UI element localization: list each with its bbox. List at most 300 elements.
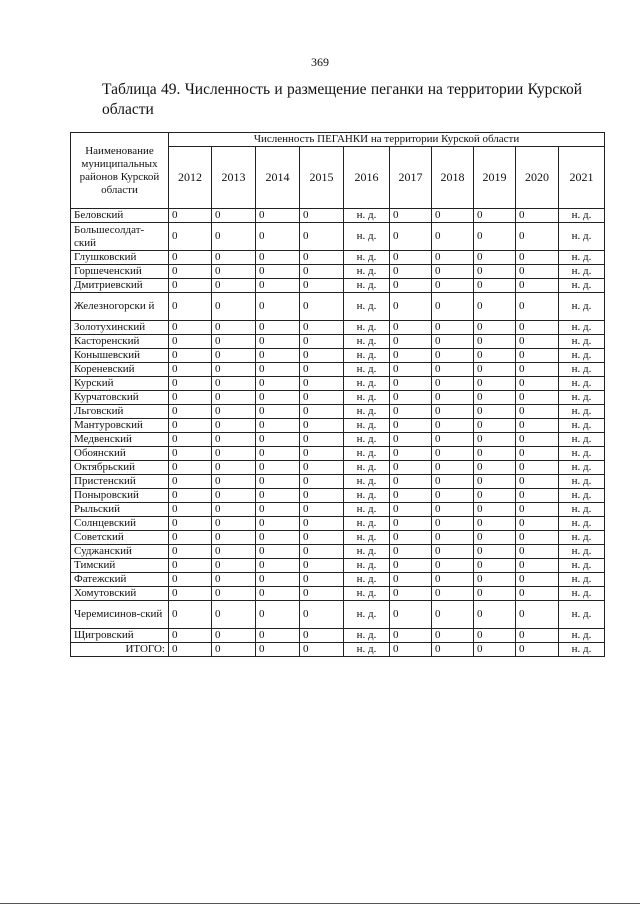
value-cell: 0 <box>390 405 432 419</box>
value-cell: н. д. <box>559 447 605 461</box>
value-cell: 0 <box>474 461 516 475</box>
value-cell: 0 <box>432 377 474 391</box>
table-row <box>71 251 605 265</box>
value-cell: 0 <box>212 349 256 363</box>
value-cell: 0 <box>300 517 344 531</box>
value-cell: 0 <box>516 265 559 279</box>
value-cell: 0 <box>390 209 432 223</box>
value-cell: 0 <box>390 559 432 573</box>
value-cell: 0 <box>212 293 256 321</box>
value-cell: 0 <box>256 503 300 517</box>
value-cell: 0 <box>212 251 256 265</box>
value-cell: н. д. <box>344 349 390 363</box>
value-cell: 0 <box>169 447 212 461</box>
value-cell: 0 <box>300 643 344 657</box>
value-cell: 0 <box>474 377 516 391</box>
value-cell: н. д. <box>559 587 605 601</box>
table-row <box>71 601 605 629</box>
value-cell: 0 <box>169 349 212 363</box>
value-cell: 0 <box>300 573 344 587</box>
table-row <box>71 279 605 293</box>
value-cell: 0 <box>300 601 344 629</box>
district-name: Горшеченский <box>71 265 169 279</box>
value-cell: 0 <box>390 587 432 601</box>
value-cell: 0 <box>300 265 344 279</box>
value-cell: 0 <box>390 475 432 489</box>
value-cell: 0 <box>474 517 516 531</box>
column-group-header: Численность ПЕГАНКИ на территории Курской области <box>169 133 605 147</box>
district-name: Кореневский <box>71 363 169 377</box>
district-name: Льговский <box>71 405 169 419</box>
value-cell: н. д. <box>559 475 605 489</box>
value-cell: 0 <box>474 251 516 265</box>
value-cell: 0 <box>390 629 432 643</box>
value-cell: 0 <box>516 489 559 503</box>
value-cell: 0 <box>300 447 344 461</box>
value-cell: 0 <box>300 475 344 489</box>
column-header-name: Наименование муниципальных районов Курской области <box>71 133 169 209</box>
value-cell: н. д. <box>344 377 390 391</box>
value-cell: 0 <box>432 265 474 279</box>
value-cell: 0 <box>212 573 256 587</box>
table-row <box>71 475 605 489</box>
value-cell: н. д. <box>344 433 390 447</box>
table-row <box>71 377 605 391</box>
value-cell: 0 <box>516 517 559 531</box>
district-name: Солнцевский <box>71 517 169 531</box>
district-name: Обоянский <box>71 447 169 461</box>
value-cell: 0 <box>432 531 474 545</box>
value-cell: 0 <box>300 349 344 363</box>
value-cell: н. д. <box>559 601 605 629</box>
value-cell: 0 <box>256 405 300 419</box>
value-cell: 0 <box>474 503 516 517</box>
value-cell: н. д. <box>559 363 605 377</box>
value-cell: 0 <box>256 377 300 391</box>
value-cell: 0 <box>212 489 256 503</box>
value-cell: 0 <box>474 475 516 489</box>
table-head <box>71 133 605 209</box>
value-cell: 0 <box>474 531 516 545</box>
value-cell: 0 <box>474 293 516 321</box>
value-cell: н. д. <box>344 391 390 405</box>
value-cell: н. д. <box>344 573 390 587</box>
value-cell: 0 <box>432 587 474 601</box>
value-cell: 0 <box>256 643 300 657</box>
value-cell: 0 <box>390 643 432 657</box>
value-cell: 0 <box>474 405 516 419</box>
value-cell: 0 <box>169 251 212 265</box>
value-cell: 0 <box>212 209 256 223</box>
district-name: Курский <box>71 377 169 391</box>
value-cell: 0 <box>390 363 432 377</box>
value-cell: 0 <box>169 531 212 545</box>
district-name: Касторенский <box>71 335 169 349</box>
district-name: Октябрьский <box>71 461 169 475</box>
value-cell: 0 <box>474 391 516 405</box>
value-cell: н. д. <box>344 363 390 377</box>
value-cell: н. д. <box>559 559 605 573</box>
value-cell: 0 <box>212 433 256 447</box>
value-cell: н. д. <box>344 531 390 545</box>
value-cell: н. д. <box>344 503 390 517</box>
value-cell: 0 <box>300 531 344 545</box>
value-cell: 0 <box>432 223 474 251</box>
value-cell: 0 <box>169 433 212 447</box>
value-cell: н. д. <box>344 489 390 503</box>
district-name: Конышевский <box>71 349 169 363</box>
value-cell: 0 <box>256 419 300 433</box>
value-cell: 0 <box>169 363 212 377</box>
value-cell: 0 <box>432 601 474 629</box>
value-cell: 0 <box>212 447 256 461</box>
district-name: Рыльский <box>71 503 169 517</box>
value-cell: 0 <box>516 321 559 335</box>
table-container <box>70 132 604 657</box>
value-cell: н. д. <box>344 587 390 601</box>
table-row <box>71 209 605 223</box>
value-cell: 0 <box>300 293 344 321</box>
value-cell: 0 <box>432 391 474 405</box>
value-cell: 0 <box>169 643 212 657</box>
page-number: 369 <box>311 55 329 69</box>
table-row <box>71 531 605 545</box>
value-cell: 0 <box>256 363 300 377</box>
value-cell: 0 <box>390 517 432 531</box>
year-header: 2013 <box>212 147 256 209</box>
district-name: Хомутовский <box>71 587 169 601</box>
table-row <box>71 629 605 643</box>
value-cell: н. д. <box>559 629 605 643</box>
value-cell: 0 <box>432 293 474 321</box>
table-row <box>71 363 605 377</box>
value-cell: н. д. <box>559 321 605 335</box>
population-table <box>70 132 605 657</box>
value-cell: 0 <box>516 349 559 363</box>
value-cell: 0 <box>516 391 559 405</box>
value-cell: 0 <box>256 321 300 335</box>
page-bottom-edge <box>0 903 640 904</box>
value-cell: н. д. <box>344 545 390 559</box>
value-cell: 0 <box>256 461 300 475</box>
value-cell: 0 <box>474 587 516 601</box>
value-cell: 0 <box>256 209 300 223</box>
value-cell: 0 <box>169 587 212 601</box>
value-cell: 0 <box>169 405 212 419</box>
district-name: Золотухинский <box>71 321 169 335</box>
value-cell: н. д. <box>559 489 605 503</box>
value-cell: 0 <box>474 433 516 447</box>
value-cell: 0 <box>516 363 559 377</box>
value-cell: 0 <box>474 209 516 223</box>
value-cell: 0 <box>256 265 300 279</box>
value-cell: 0 <box>432 419 474 433</box>
value-cell: 0 <box>300 405 344 419</box>
value-cell: н. д. <box>559 433 605 447</box>
value-cell: 0 <box>474 629 516 643</box>
value-cell: 0 <box>300 279 344 293</box>
value-cell: 0 <box>432 489 474 503</box>
table-row <box>71 321 605 335</box>
value-cell: 0 <box>474 321 516 335</box>
value-cell: 0 <box>169 391 212 405</box>
value-cell: 0 <box>300 377 344 391</box>
value-cell: н. д. <box>344 447 390 461</box>
value-cell: 0 <box>212 405 256 419</box>
value-cell: 0 <box>169 475 212 489</box>
district-name: Мантуровский <box>71 419 169 433</box>
value-cell: 0 <box>474 489 516 503</box>
value-cell: н. д. <box>344 475 390 489</box>
value-cell: н. д. <box>559 391 605 405</box>
table-row <box>71 419 605 433</box>
value-cell: 0 <box>516 251 559 265</box>
value-cell: н. д. <box>344 265 390 279</box>
district-name: Большесолдат-ский <box>71 223 169 251</box>
district-name: Поныровский <box>71 489 169 503</box>
value-cell: 0 <box>432 559 474 573</box>
value-cell: н. д. <box>344 209 390 223</box>
value-cell: 0 <box>432 503 474 517</box>
value-cell: 0 <box>432 545 474 559</box>
value-cell: н. д. <box>344 559 390 573</box>
total-label: ИТОГО: <box>71 643 169 657</box>
value-cell: 0 <box>390 545 432 559</box>
value-cell: 0 <box>169 321 212 335</box>
value-cell: 0 <box>432 517 474 531</box>
value-cell: 0 <box>516 559 559 573</box>
value-cell: 0 <box>212 629 256 643</box>
value-cell: н. д. <box>559 293 605 321</box>
value-cell: 0 <box>516 629 559 643</box>
value-cell: 0 <box>390 531 432 545</box>
value-cell: н. д. <box>344 279 390 293</box>
value-cell: 0 <box>474 573 516 587</box>
district-name: Дмитриевский <box>71 279 169 293</box>
year-header: 2021 <box>559 147 605 209</box>
value-cell: 0 <box>516 573 559 587</box>
value-cell: 0 <box>300 559 344 573</box>
value-cell: 0 <box>474 419 516 433</box>
value-cell: 0 <box>300 419 344 433</box>
value-cell: 0 <box>300 223 344 251</box>
value-cell: н. д. <box>559 531 605 545</box>
district-name: Фатежский <box>71 573 169 587</box>
value-cell: н. д. <box>344 629 390 643</box>
value-cell: 0 <box>256 475 300 489</box>
value-cell: 0 <box>212 391 256 405</box>
value-cell: 0 <box>212 265 256 279</box>
value-cell: 0 <box>390 377 432 391</box>
table-row <box>71 335 605 349</box>
value-cell: н. д. <box>559 209 605 223</box>
value-cell: 0 <box>300 587 344 601</box>
value-cell: 0 <box>390 349 432 363</box>
value-cell: 0 <box>432 447 474 461</box>
value-cell: 0 <box>432 475 474 489</box>
value-cell: 0 <box>300 433 344 447</box>
value-cell: 0 <box>516 601 559 629</box>
value-cell: 0 <box>256 587 300 601</box>
value-cell: 0 <box>300 503 344 517</box>
value-cell: 0 <box>169 209 212 223</box>
value-cell: 0 <box>212 531 256 545</box>
value-cell: 0 <box>169 335 212 349</box>
value-cell: 0 <box>169 629 212 643</box>
value-cell: 0 <box>474 545 516 559</box>
value-cell: 0 <box>390 573 432 587</box>
value-cell: н. д. <box>344 517 390 531</box>
value-cell: 0 <box>212 363 256 377</box>
value-cell: 0 <box>516 377 559 391</box>
value-cell: 0 <box>516 419 559 433</box>
value-cell: 0 <box>516 447 559 461</box>
value-cell: 0 <box>390 293 432 321</box>
table-row <box>71 349 605 363</box>
value-cell: 0 <box>300 545 344 559</box>
value-cell: н. д. <box>559 573 605 587</box>
district-name: Советский <box>71 531 169 545</box>
value-cell: 0 <box>212 419 256 433</box>
value-cell: 0 <box>256 391 300 405</box>
value-cell: 0 <box>169 545 212 559</box>
value-cell: 0 <box>516 293 559 321</box>
value-cell: 0 <box>390 223 432 251</box>
value-cell: 0 <box>516 433 559 447</box>
value-cell: 0 <box>300 629 344 643</box>
value-cell: 0 <box>390 433 432 447</box>
table-caption: Таблица 49. Численность и размещение пеганки на территории Курской области <box>102 81 582 118</box>
table-row <box>71 461 605 475</box>
value-cell: 0 <box>390 391 432 405</box>
value-cell: 0 <box>390 279 432 293</box>
value-cell: 0 <box>516 335 559 349</box>
value-cell: 0 <box>169 489 212 503</box>
value-cell: 0 <box>212 377 256 391</box>
value-cell: н. д. <box>559 517 605 531</box>
value-cell: 0 <box>516 475 559 489</box>
table-row <box>71 573 605 587</box>
value-cell: 0 <box>390 461 432 475</box>
table-row <box>71 405 605 419</box>
value-cell: 0 <box>169 223 212 251</box>
value-cell: 0 <box>516 279 559 293</box>
value-cell: 0 <box>256 335 300 349</box>
value-cell: н. д. <box>559 251 605 265</box>
value-cell: 0 <box>474 349 516 363</box>
table-body <box>71 209 605 657</box>
value-cell: н. д. <box>559 349 605 363</box>
value-cell: 0 <box>169 419 212 433</box>
value-cell: 0 <box>256 433 300 447</box>
value-cell: 0 <box>432 643 474 657</box>
value-cell: 0 <box>390 601 432 629</box>
year-header: 2014 <box>256 147 300 209</box>
year-header: 2015 <box>300 147 344 209</box>
district-name: Медвенский <box>71 433 169 447</box>
year-header: 2019 <box>474 147 516 209</box>
value-cell: н. д. <box>344 419 390 433</box>
value-cell: н. д. <box>559 545 605 559</box>
value-cell: 0 <box>516 405 559 419</box>
table-row <box>71 489 605 503</box>
value-cell: 0 <box>169 517 212 531</box>
value-cell: н. д. <box>559 279 605 293</box>
table-row <box>71 293 605 321</box>
value-cell: н. д. <box>344 461 390 475</box>
table-row <box>71 391 605 405</box>
value-cell: 0 <box>256 251 300 265</box>
year-header: 2020 <box>516 147 559 209</box>
district-name: Черемисинов-ский <box>71 601 169 629</box>
value-cell: 0 <box>169 279 212 293</box>
value-cell: 0 <box>432 405 474 419</box>
value-cell: 0 <box>169 293 212 321</box>
value-cell: н. д. <box>559 405 605 419</box>
value-cell: 0 <box>390 335 432 349</box>
table-row <box>71 265 605 279</box>
value-cell: 0 <box>432 251 474 265</box>
value-cell: н. д. <box>344 643 390 657</box>
table-row <box>71 433 605 447</box>
value-cell: н. д. <box>559 223 605 251</box>
value-cell: 0 <box>516 545 559 559</box>
value-cell: 0 <box>432 573 474 587</box>
value-cell: 0 <box>169 573 212 587</box>
value-cell: 0 <box>474 223 516 251</box>
value-cell: 0 <box>432 461 474 475</box>
district-name: Глушковский <box>71 251 169 265</box>
value-cell: 0 <box>300 335 344 349</box>
value-cell: 0 <box>212 545 256 559</box>
value-cell: н. д. <box>344 251 390 265</box>
value-cell: 0 <box>300 489 344 503</box>
value-cell: 0 <box>212 559 256 573</box>
value-cell: 0 <box>169 461 212 475</box>
value-cell: 0 <box>516 531 559 545</box>
value-cell: н. д. <box>344 335 390 349</box>
table-row <box>71 517 605 531</box>
value-cell: 0 <box>300 209 344 223</box>
value-cell: 0 <box>300 251 344 265</box>
value-cell: 0 <box>432 363 474 377</box>
value-cell: 0 <box>169 377 212 391</box>
value-cell: 0 <box>256 629 300 643</box>
value-cell: н. д. <box>344 223 390 251</box>
total-row <box>71 643 605 657</box>
value-cell: 0 <box>169 503 212 517</box>
table-row <box>71 223 605 251</box>
value-cell: 0 <box>516 461 559 475</box>
value-cell: 0 <box>390 321 432 335</box>
year-header: 2017 <box>390 147 432 209</box>
value-cell: 0 <box>432 321 474 335</box>
value-cell: н. д. <box>344 405 390 419</box>
value-cell: 0 <box>390 419 432 433</box>
value-cell: 0 <box>474 447 516 461</box>
table-row <box>71 447 605 461</box>
district-name: Пристенский <box>71 475 169 489</box>
value-cell: 0 <box>212 517 256 531</box>
value-cell: 0 <box>300 461 344 475</box>
value-cell: 0 <box>256 545 300 559</box>
value-cell: н. д. <box>559 419 605 433</box>
value-cell: 0 <box>169 559 212 573</box>
value-cell: 0 <box>516 223 559 251</box>
value-cell: 0 <box>212 643 256 657</box>
value-cell: н. д. <box>559 643 605 657</box>
value-cell: 0 <box>474 643 516 657</box>
